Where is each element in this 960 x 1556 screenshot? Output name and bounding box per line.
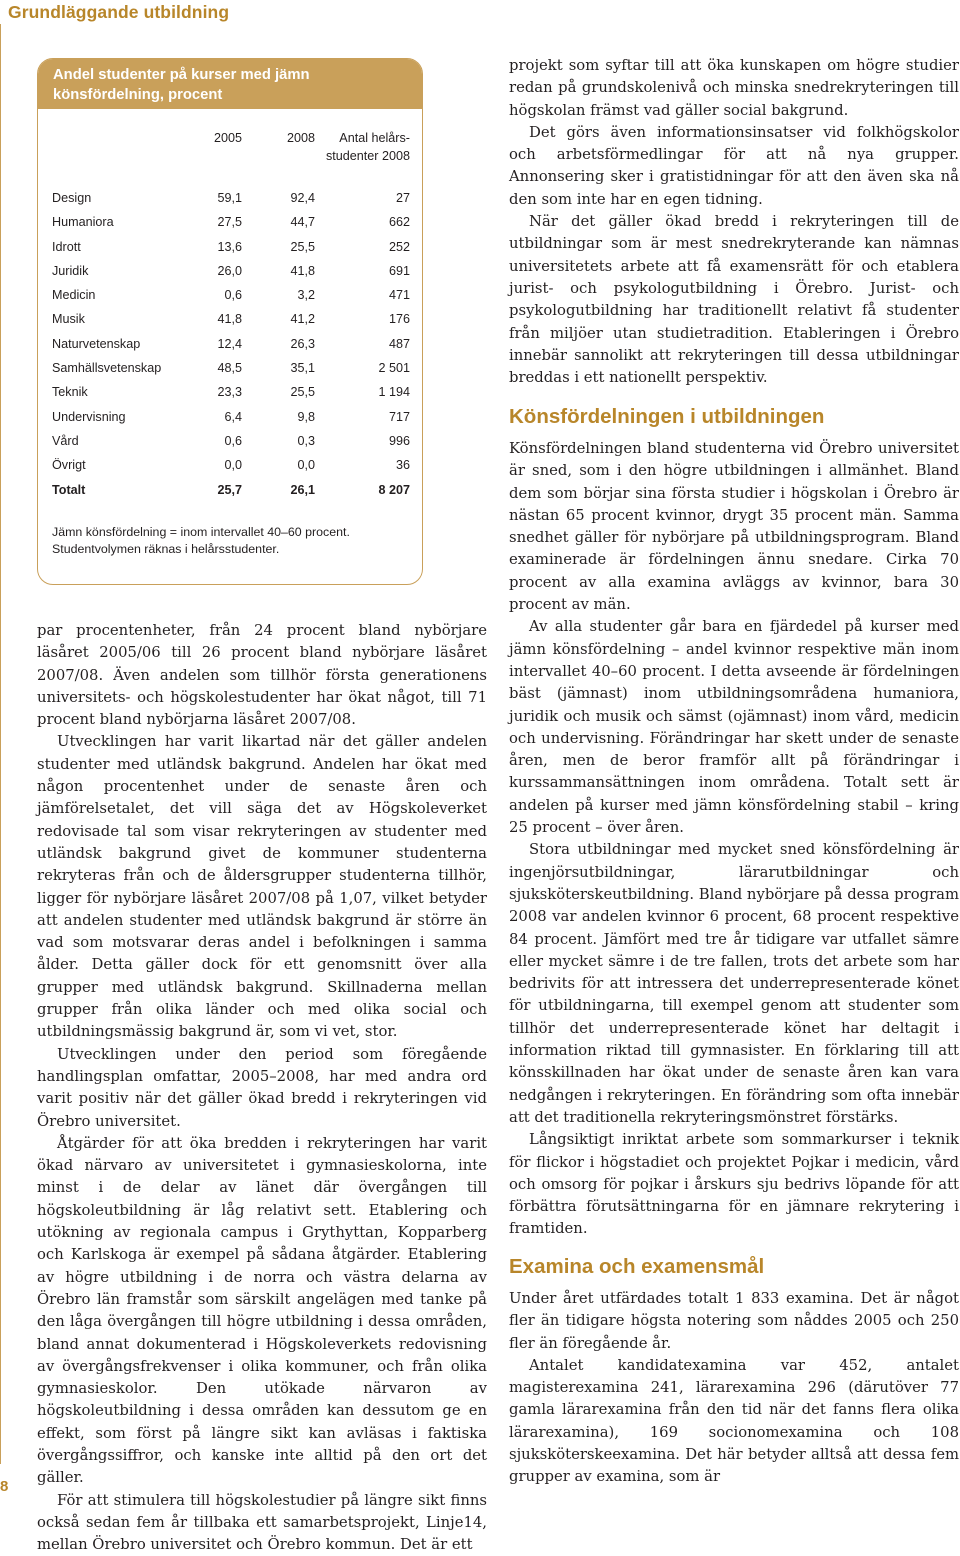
cell-2005: 41,8 xyxy=(217,312,242,327)
cell-count: 717 xyxy=(388,409,410,424)
column-header-2008: 2008 xyxy=(286,131,315,145)
cell-2005: 23,3 xyxy=(217,385,242,400)
paragraph: Könsfördelningen bland studenterna vid Örebro universitet är sned, som i den högre utbildningen i allmänhet. Bland dem som börjar sina första studier i högskolan i Örebro är nästan 65 procent kvinnor, drygt 35 procent män. Samma snedhet gäller för nybörjare på utbildningsprogram. Bland examinerade är fördelningen ännu snedare. Cirka 70 procent av alla examina avläggs av kvinnor, bara 30 procent av män. xyxy=(509,440,959,614)
cell-2005: 6,4 xyxy=(224,409,242,424)
paragraph: Stora utbildningar med mycket sned könsfördelning är ingenjörsutbildningar, lärarutbildningar och sjuksköterskeutbildning. Bland nybörjare på dessa program 2008 var andelen kvinnor 6 procent, 68 procent respektive 84 procent. Jämfört med tre år tidigare var utfallet sämre eller mycket sämre i de tre fallen, trots det arbete som har bedrivits för att intressera det underrepresenterade könet för utbildningarna, till exempel genom att studenter som tillhör det underrepresenterade könet har deltagit i information riktad till gymnasister. En förklaring till att könsskillnaden har ökat under de senaste åren kan vara nedgången i rekryteringen. En förändring som ofta innebär att det traditionella rekryteringsmönstret förstärks. xyxy=(509,841,960,1126)
paragraph: Det görs även informationsinsatser vid folkhögskolor och arbetsförmedlingar för att nå nya grupper. Annonsering sker i gratistidningar för att den även ska nå den som inte har en egen tidning. xyxy=(509,123,959,208)
table-row xyxy=(52,191,410,215)
running-head: Grundläggande utbildning xyxy=(8,2,230,22)
row-label: Juridik xyxy=(52,263,89,278)
paragraph: Antalet kandidatexamina var 452, antalet magisterexamina 241, lärarexamina 296 (därutöver 77 gamla lärarexamina från den tid när det fanns flera olika lärarexamina), 169 socionomexamina och 108 sjuksköterskeexamina. Det här betyder alltså att dessa fem grupper av examina, som är xyxy=(509,1356,959,1486)
cell-count: 471 xyxy=(388,288,410,303)
row-label: Teknik xyxy=(52,385,88,400)
table-row xyxy=(52,312,410,336)
row-label: Naturvetenskap xyxy=(52,336,141,351)
paragraph: projekt som syftar till att öka kunskapen om högre studier redan på grundskolenivå och minska snedrekryteringen till högskolan främst vad gäller social bakgrund. xyxy=(509,57,959,119)
cell-2005: 13,6 xyxy=(217,239,242,254)
paragraph: Utvecklingen under den period som föregående handlingsplan omfattar, 2005–2008, har med andra ord varit positiv när det gäller ökad bredd i rekryteringen vid Örebro universitet. xyxy=(37,1045,487,1130)
table-row xyxy=(52,215,410,239)
table-row xyxy=(52,264,410,288)
cell-2005: 0,6 xyxy=(224,288,242,303)
table-row xyxy=(52,288,410,312)
cell-count: 1 194 xyxy=(378,385,410,400)
cell-2008: 35,1 xyxy=(290,361,315,376)
cell-count: 2 501 xyxy=(378,361,410,376)
cell-count: 8 207 xyxy=(378,482,410,497)
cell-count: 36 xyxy=(395,458,410,473)
cell-2008: 41,2 xyxy=(290,312,315,327)
row-label: Medicin xyxy=(52,288,96,303)
table-total-row xyxy=(52,483,410,507)
cell-2008: 92,4 xyxy=(290,191,315,205)
row-label: Design xyxy=(52,191,92,205)
cell-count: 996 xyxy=(388,433,410,448)
cell-2005: 59,1 xyxy=(217,191,242,205)
cell-count: 487 xyxy=(388,336,410,351)
column-header-2005: 2005 xyxy=(213,131,242,145)
cell-2005: 26,0 xyxy=(217,263,242,278)
cell-2008: 41,8 xyxy=(290,263,315,278)
right-column-section2 xyxy=(509,1254,959,1489)
table-row xyxy=(52,240,410,264)
right-column-intro xyxy=(509,55,959,389)
page-number: 8 xyxy=(0,1478,9,1495)
cell-2008: 3,2 xyxy=(297,288,315,303)
cell-2008: 25,5 xyxy=(290,239,315,254)
cell-2005: 25,7 xyxy=(217,482,242,497)
cell-count: 176 xyxy=(388,312,410,327)
table-row xyxy=(52,410,410,434)
row-label: Samhällsvetenskap xyxy=(52,361,162,376)
table-row xyxy=(52,458,410,482)
column-header-count: Antal helårs-studenter 2008 xyxy=(325,131,410,163)
margin-rule xyxy=(0,24,1,1464)
table-row xyxy=(52,385,410,409)
paragraph: Av alla studenter går bara en fjärdedel på kurser med jämn könsfördelning – andel kvinnor respektive män inom intervallet 40–60 procent. I detta avseende är fördelningen bäst (jämnast) inom utbildningsområdena humaniora, juridik och musik och sämst (ojämnast) inom vård, medicin och undervisning. Förändringar har skett under de senaste åren, men de beror framför allt på förändringar i kurssammansättningen inom områdena. Totalt sett är andelen på kurser med jämn könsfördelning stabil – kring 25 procent – över åren. xyxy=(509,618,959,837)
stats-table xyxy=(52,129,410,507)
cell-2005: 48,5 xyxy=(217,361,242,376)
cell-count: 662 xyxy=(388,215,410,230)
paragraph: När det gäller ökad bredd i rekryteringen till de utbildningar som är mest snedrekryterande kan nämnas universitetets arbete att få examensrätt för och etablera jurist- och psykologutbildning i Örebro. Jurist- och psykologutbildning har traditionellt relativt få studenter från miljöer utan studietradition. Etableringen i Örebro innebär sannolikt att rekryteringen till dessa utbildningar breddas i ett nationellt perspektiv. xyxy=(509,213,959,387)
cell-count: 27 xyxy=(395,191,410,205)
paragraph: Långsiktigt inriktat arbete som sommarkurser i teknik för flickor i högstadiet och projektet Pojkar i medicin, vård och omsorg för pojkar i årskurs sju bedrivs löpande för att förbättra förutsättningarna för en jämnare rekrytering i framtiden. xyxy=(509,1131,959,1238)
paragraph: par procentenheter, från 24 procent bland nybörjare läsåret 2005/06 till 26 procent bland nybörjare läsåret 2007/08. Även andelen som tillhör första generationens universitets- och högskolestudenter har ökat något, till 71 procent bland nybörjarna läsåret 2007/08. xyxy=(37,622,487,729)
cell-2008: 26,3 xyxy=(290,336,315,351)
cell-2005: 12,4 xyxy=(217,336,242,351)
cell-2008: 25,5 xyxy=(290,385,315,400)
cell-2008: 0,0 xyxy=(297,458,315,473)
paragraph: Åtgärder för att öka bredden i rekryteringen har varit ökad närvaro av universitetet i gymnasieskolorna, inte minst i de delar av länet där övergången till högskoleutbildning är låg relativt sett. Etablering och utökning av regionala campus i Grythyttan, Kopparberg och Karlskoga är exempel på sådana åtgärder. Etablering av högre utbildning i de norra och västra delarna av Örebro län framstår som särskilt angelägen med tanke på den låga övergången till högre utbildning i dessa områden, bland annat dokumenterad i Högskoleverkets redovisning av övergångsfrekvenser i olika kommuner, och från olika gymnasieskolor. Den utökade närvaron av högskoleutbildning i dessa områden kan dessutom ge en effekt, som först på längre sikt kan avläsas i faktiska övergångssiffror, och kanske inte alltid på den ort det gäller. xyxy=(37,1134,487,1487)
cell-2008: 0,3 xyxy=(297,433,315,448)
table-row xyxy=(52,337,410,361)
table-panel xyxy=(37,58,423,585)
cell-2008: 26,1 xyxy=(290,482,315,497)
section-heading-gender: Könsfördelningen i utbildningen xyxy=(509,405,825,428)
paragraph: För att stimulera till högskolestudier på längre sikt finns också sedan fem år tillbaka ett samarbetsprojekt, Linje14, mellan Örebro universitet och Örebro kommun. Det är ett xyxy=(37,1491,487,1554)
cell-2005: 0,6 xyxy=(224,433,242,448)
cell-2008: 44,7 xyxy=(290,215,315,230)
row-label: Musik xyxy=(52,312,85,327)
cell-count: 252 xyxy=(388,239,410,254)
row-label: Vård xyxy=(52,433,79,448)
cell-2008: 9,8 xyxy=(297,409,315,424)
table-row xyxy=(52,361,410,385)
table-note: Jämn könsfördelning = inom intervallet 40–60 procent. Studentvolymen räknas i helårsstudenter. xyxy=(52,525,350,556)
left-column xyxy=(37,620,487,1556)
cell-2005: 0,0 xyxy=(224,458,242,473)
row-label: Totalt xyxy=(52,482,86,497)
row-label: Övrigt xyxy=(52,458,86,473)
table-title: Andel studenter på kurser med jämn könsfördelning, procent xyxy=(38,59,422,109)
paragraph: Utvecklingen har varit likartad när det gäller andelen studenter med utländsk bakgrund. Andelen har ökat med någon procentenhet under de senaste åren och jämförelsetalet, det vill säga det av Högskoleverket redovisade tal som visar rekryteringen av studenter med utländsk bakgrund givet de kommuner studenterna rekryteras från och de åldersgrupper studenterna tillhör, ligger för nybörjare läsåret 2007/08 på 1,07, vilket betyder att andelen studenter med utländsk bakgrund är större än vad som motsvarar deras andel i befolkningen i samma ålder. Detta gäller dock för ett genomsnitt över alla grupper med utländsk bakgrund. Skillnaderna mellan grupper från olika länder och med olika social och utbildningsmässig bakgrund är, som vi vet, stor. xyxy=(37,733,487,1041)
row-label: Undervisning xyxy=(52,409,126,424)
paragraph: Under året utfärdades totalt 1 833 examina. Det är något fler än tidigare högsta notering som nåddes 2005 och 250 fler än föregående år. xyxy=(509,1290,959,1352)
table-header-row xyxy=(52,129,410,191)
section-heading-degrees: Examina och examensmål xyxy=(509,1255,765,1278)
row-label: Idrott xyxy=(52,239,81,254)
cell-2005: 27,5 xyxy=(217,215,242,230)
row-label: Humaniora xyxy=(52,215,114,230)
right-column-section1 xyxy=(509,404,959,1241)
table-row xyxy=(52,434,410,458)
cell-count: 691 xyxy=(388,263,410,278)
